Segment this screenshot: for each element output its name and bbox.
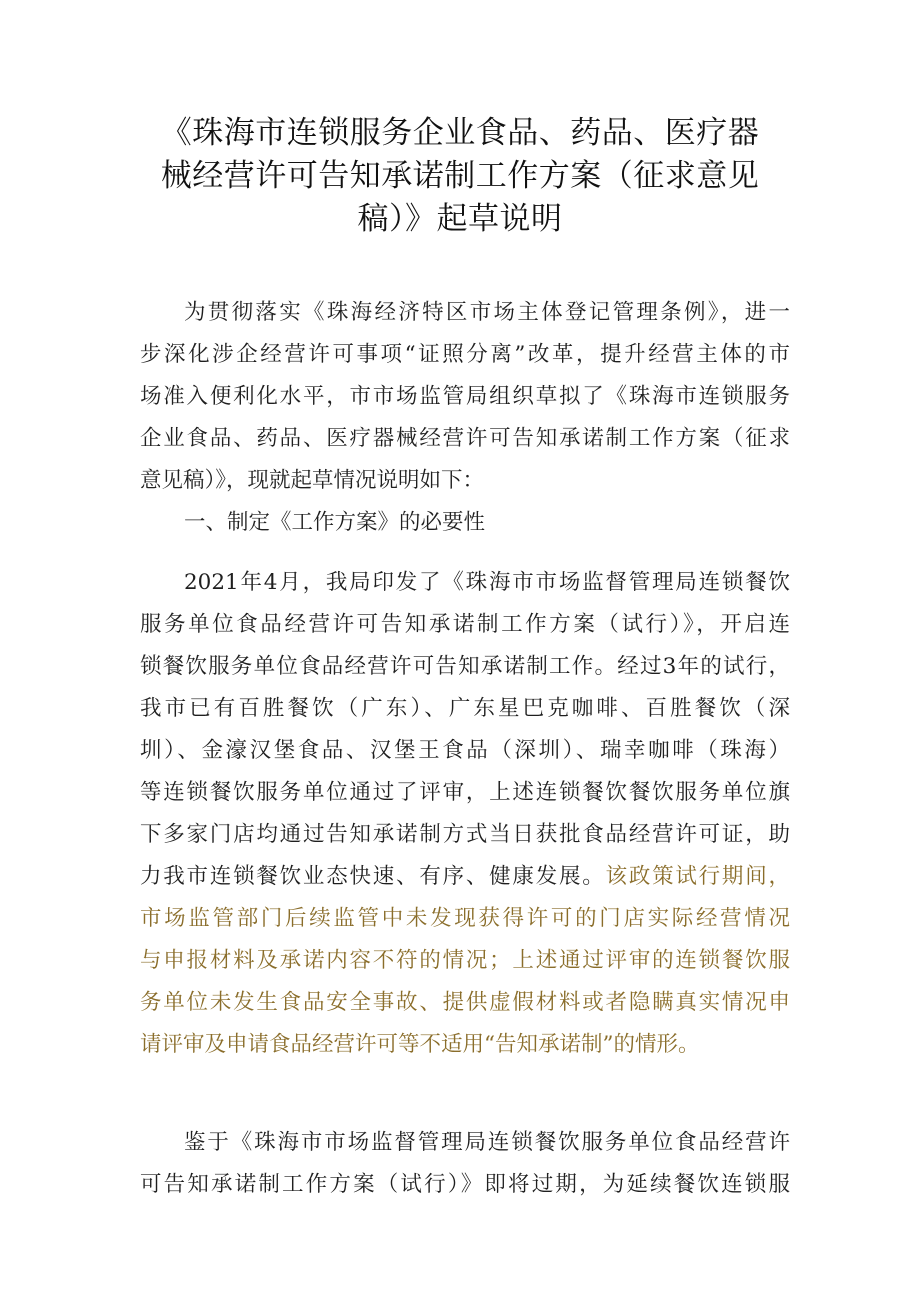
paragraph-line: 企业食品、药品、医疗器械经营许可告知承诺制工作方案（征求 — [140, 426, 790, 451]
paragraph-line: 下多家门店均通过告知承诺制方式当日获批食品经营许可证，助 — [140, 822, 790, 847]
paragraph-line: 步深化涉企经营许可事项“证照分离”改革，提升经营主体的市 — [140, 342, 790, 367]
title-line-3: 稿）》起草说明 — [357, 201, 563, 237]
paragraph-line: 等连锁餐饮服务单位通过了评审，上述连锁餐饮餐饮服务单位旗 — [140, 780, 790, 805]
paragraph-line: 我市已有百胜餐饮（广东）、广东星巴克咖啡、百胜餐饮（深 — [140, 696, 790, 721]
paragraph-line: 为贯彻落实《珠海经济特区市场主体登记管理条例》，进一 — [184, 300, 790, 325]
highlighted-text: 该政策试行期间， — [605, 864, 790, 889]
highlighted-line: 请评审及申请食品经营许可等不适用“告知承诺制”的情形。 — [140, 1032, 700, 1057]
necessity-paragraph — [140, 562, 790, 1066]
section-heading: 一、制定《工作方案》的必要性 — [184, 510, 486, 535]
paragraph-line: 2021年4月，我局印发了《珠海市市场监督管理局连锁餐饮 — [184, 570, 790, 595]
paragraph-line-mixed — [140, 856, 790, 898]
continuation-paragraph — [140, 1122, 790, 1206]
paragraph-line: 鉴于《珠海市市场监督管理局连锁餐饮服务单位食品经营许 — [184, 1130, 790, 1155]
paragraph-line: 场准入便利化水平，市市场监管局组织草拟了《珠海市连锁服务 — [140, 384, 790, 409]
title-line-2: 械经营许可告知承诺制工作方案（征求意见 — [160, 158, 760, 194]
document-title — [130, 112, 790, 241]
paragraph-line: 锁餐饮服务单位食品经营许可告知承诺制工作。经过3年的试行， — [140, 654, 790, 679]
highlighted-line: 市场监管部门后续监管中未发现获得许可的门店实际经营情况 — [140, 906, 790, 931]
intro-paragraph — [140, 292, 790, 544]
paragraph-line: 可告知承诺制工作方案（试行）》即将过期，为延续餐饮连锁服 — [140, 1172, 790, 1197]
plain-text: 力我市连锁餐饮业态快速、有序、健康发展。 — [140, 864, 606, 889]
paragraph-line: 意见稿）》，现就起草情况说明如下： — [140, 468, 485, 493]
title-line-1: 《珠海市连锁服务企业食品、药品、医疗器 — [160, 115, 760, 151]
paragraph-line: 服务单位食品经营许可告知承诺制工作方案（试行）》，开启连 — [140, 612, 790, 637]
highlighted-line: 与申报材料及承诺内容不符的情况；上述通过评审的连锁餐饮服 — [140, 948, 790, 973]
paragraph-line: 圳）、金濠汉堡食品、汉堡王食品（深圳）、瑞幸咖啡（珠海） — [140, 738, 790, 763]
highlighted-line: 务单位未发生食品安全事故、提供虚假材料或者隐瞒真实情况申 — [140, 990, 790, 1015]
